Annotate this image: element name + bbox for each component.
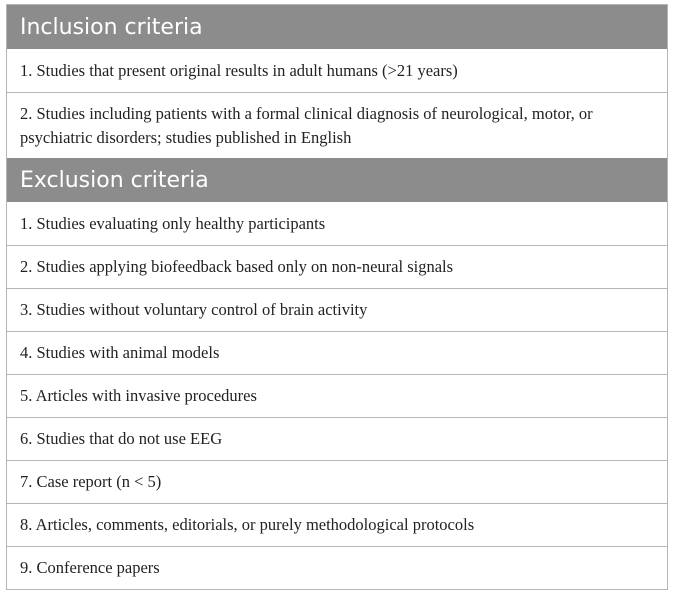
exclusion-item: 1. Studies evaluating only healthy participants — [20, 213, 326, 233]
inclusion-criteria-heading: Inclusion criteria — [7, 5, 667, 49]
exclusion-item: 8. Articles, comments, editorials, or purely methodological protocols — [7, 503, 667, 546]
inclusion-item: 1. Studies that present original results in adult humans (>21 years) — [20, 60, 458, 80]
exclusion-item: 3. Studies without voluntary control of brain activity — [7, 288, 667, 331]
inclusion-item: 2. Studies including patients with a formal clinical diagnosis of neurological, motor, or psychiatric disorders; studies published in English — [7, 92, 667, 158]
exclusion-item: 7. Case report (n < 5) — [7, 460, 667, 503]
exclusion-criteria-heading: Exclusion criteria — [7, 158, 667, 202]
exclusion-item: 9. Conference papers — [7, 546, 667, 589]
exclusion-item: 5. Articles with invasive procedures — [7, 374, 667, 417]
exclusion-item: 6. Studies that do not use EEG — [7, 417, 667, 460]
criteria-table — [6, 4, 668, 590]
exclusion-item: 2. Studies applying biofeedback based only on non-neural signals — [7, 245, 667, 288]
exclusion-item: 4. Studies with animal models — [7, 331, 667, 374]
